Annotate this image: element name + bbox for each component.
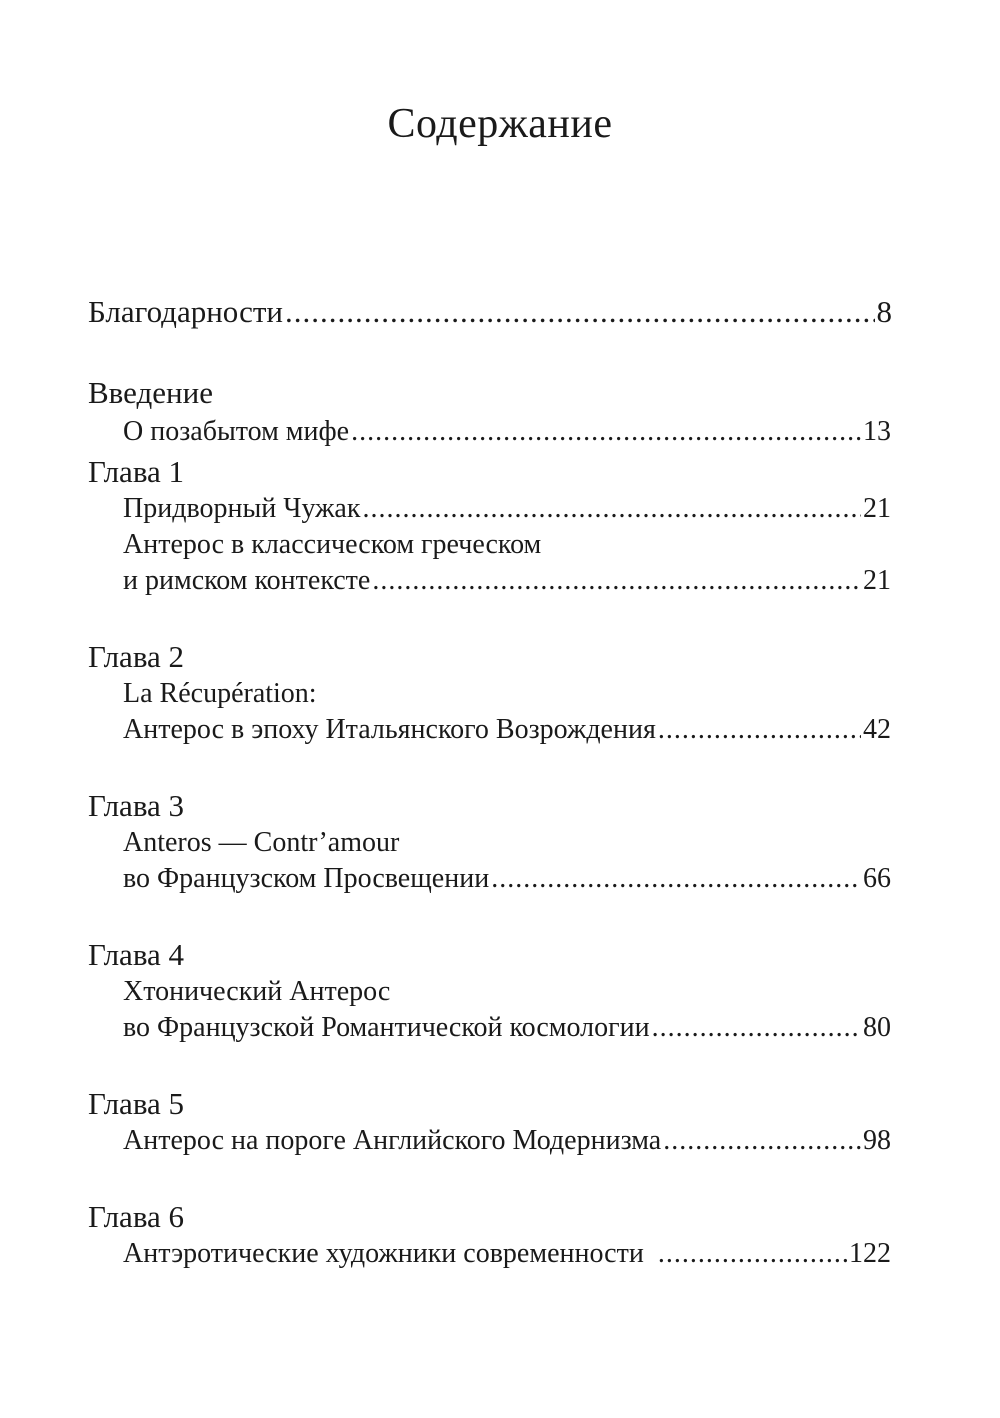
toc-page-number: 13 bbox=[863, 416, 891, 447]
chapter-heading-1: Глава 1 bbox=[88, 454, 185, 489]
dot-leader bbox=[351, 415, 861, 449]
toc-page-number: 21 bbox=[863, 493, 891, 524]
dot-leader bbox=[652, 1011, 861, 1045]
chapter-heading-3: Глава 3 bbox=[88, 788, 185, 823]
chapter-heading-2: Глава 2 bbox=[88, 639, 185, 674]
dot-leader bbox=[663, 1124, 861, 1158]
toc-page-number: 66 bbox=[863, 863, 891, 894]
toc-entry-ch5-1[interactable] bbox=[123, 1124, 891, 1158]
toc-page-number: 122 bbox=[849, 1238, 891, 1269]
toc-entry-label: Антерос в эпоху Итальянского Возрождения bbox=[123, 714, 656, 745]
dot-leader bbox=[658, 713, 861, 747]
toc-page-number: 80 bbox=[863, 1012, 891, 1043]
chapter-heading-4: Глава 4 bbox=[88, 937, 185, 972]
dot-leader bbox=[658, 1237, 847, 1271]
chapter-heading-5: Глава 5 bbox=[88, 1086, 185, 1121]
toc-entry-label: Антерос на пороге Английского Модернизма bbox=[123, 1125, 662, 1156]
toc-page-number: 98 bbox=[863, 1125, 891, 1156]
toc-entry-label: во Французской Романтической космологии bbox=[123, 1012, 650, 1043]
page-title: Содержание bbox=[387, 101, 613, 147]
toc-entry-intro[interactable] bbox=[123, 415, 891, 449]
toc-entry-acknowledgments[interactable] bbox=[88, 295, 892, 329]
toc-entry-ch4-1[interactable] bbox=[123, 1011, 891, 1045]
toc-entry-ch6-1[interactable] bbox=[123, 1237, 891, 1271]
chapter-heading-6: Глава 6 bbox=[88, 1199, 185, 1234]
toc-entry-label: Антэротические художники современности bbox=[123, 1238, 644, 1269]
dot-leader bbox=[491, 862, 861, 896]
toc-entry-label: и римском контексте bbox=[123, 565, 371, 596]
toc-entry-ch1-2-line1: Антерос в классическом греческом bbox=[123, 529, 542, 560]
dot-leader bbox=[372, 564, 861, 598]
toc-entry-label: О позабытом мифе bbox=[123, 416, 350, 447]
toc-entry-label: Благодарности bbox=[88, 294, 283, 329]
toc-entry-ch2-line1: La Récupération: bbox=[123, 678, 317, 709]
toc-entry-label: во Французском Просвещении bbox=[123, 863, 490, 894]
toc-entry-ch3-line1: Anteros — Contr’amour bbox=[123, 827, 400, 858]
toc-page-number: 21 bbox=[863, 565, 891, 596]
toc-page-number: 42 bbox=[863, 714, 891, 745]
dot-leader bbox=[362, 492, 861, 526]
toc-entry-ch1-2[interactable] bbox=[123, 564, 891, 598]
toc-page-number: 8 bbox=[876, 294, 892, 329]
toc-entry-label: Придворный Чужак bbox=[123, 493, 361, 524]
toc-entry-ch3-1[interactable] bbox=[123, 862, 891, 896]
toc-entry-ch4-line1: Хтонический Антерос bbox=[123, 976, 391, 1007]
toc-entry-ch1-1[interactable] bbox=[123, 492, 891, 526]
toc-entry-ch2-1[interactable] bbox=[123, 713, 891, 747]
chapter-heading-intro: Введение bbox=[88, 375, 213, 410]
dot-leader bbox=[285, 295, 875, 329]
